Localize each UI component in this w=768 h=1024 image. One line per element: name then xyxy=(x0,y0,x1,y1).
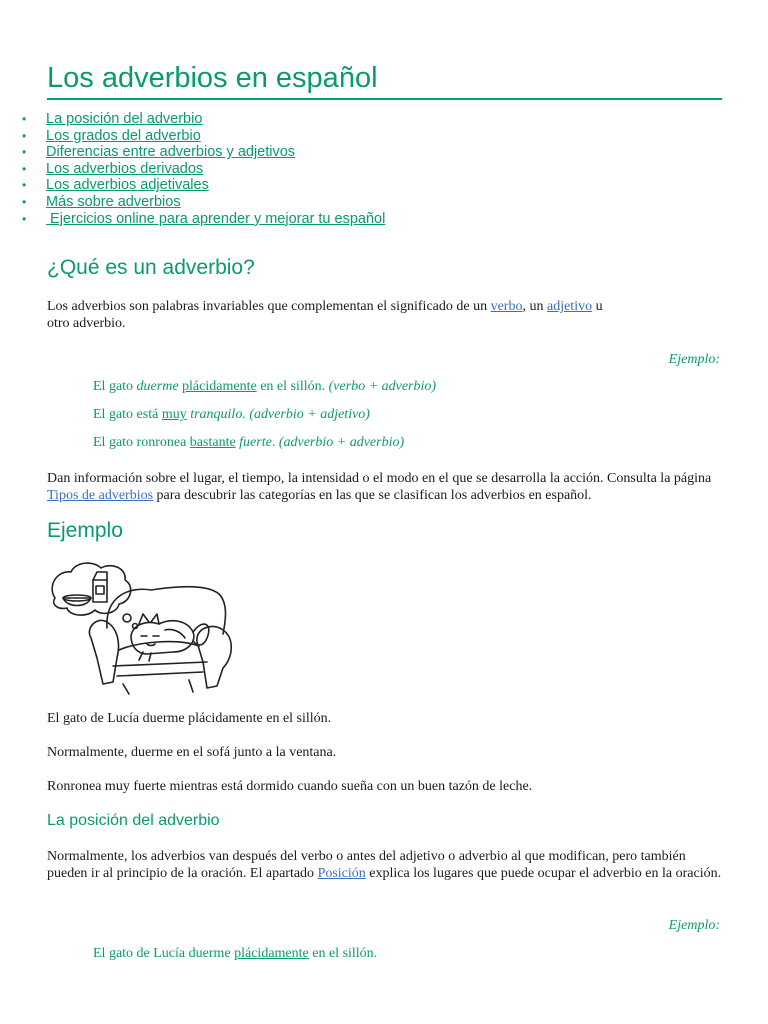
posicion-text: explica los lugares que puede ocupar el adverbio en la oración. xyxy=(365,866,722,881)
example-story-line-2: Normalmente, duerme en el sofá junto a la ventana. xyxy=(47,745,337,760)
posicion-paragraph xyxy=(47,848,722,882)
example-adverb: plácidamente xyxy=(234,946,309,961)
example-pattern: (adverbio + adjetivo) xyxy=(249,407,370,422)
example-pattern: (adverbio + adverbio) xyxy=(278,435,405,450)
link-tipos-de-adverbios[interactable]: Tipos de adverbios xyxy=(47,488,154,503)
toc-link-mas[interactable]: Más sobre adverbios xyxy=(46,193,181,210)
example-verb: duerme xyxy=(136,379,179,394)
example-story-line-3: Ronronea muy fuerte mientras está dormido cuando sueña con un buen tazón de leche. xyxy=(47,779,533,794)
toc-item xyxy=(46,111,385,128)
intro-text: otro adverbio. xyxy=(47,316,126,331)
toc-item xyxy=(46,211,385,228)
toc-item xyxy=(46,161,385,178)
link-adjetivo[interactable]: adjetivo xyxy=(546,299,593,314)
example-text: en el sillón. xyxy=(256,379,329,394)
toc-link-diferencias[interactable]: Diferencias entre adverbios y adjetivos xyxy=(46,144,296,161)
example-line-1 xyxy=(93,379,436,395)
example-line-posicion xyxy=(93,946,377,962)
toc-link-grados[interactable]: Los grados del adverbio xyxy=(46,127,201,144)
intro-text: u xyxy=(592,299,603,314)
example-story-line-1: El gato de Lucía duerme plácidamente en el sillón. xyxy=(47,711,332,726)
example-label-2: Ejemplo: xyxy=(668,918,720,933)
example-adverb-2: fuerte xyxy=(239,435,272,450)
section-heading-ejemplo: Ejemplo xyxy=(47,519,123,542)
example-adverb: muy xyxy=(161,407,187,422)
toc-item xyxy=(46,128,385,145)
example-text: en el sillón. xyxy=(308,946,378,961)
example-adverb: plácidamente xyxy=(182,379,257,394)
example-line-2 xyxy=(93,407,370,423)
link-verbo[interactable]: verbo xyxy=(490,299,523,314)
example-pattern: (verbo + adverbio) xyxy=(328,379,437,394)
sleeping-cat-illustration xyxy=(47,558,243,696)
page-title: Los adverbios en español xyxy=(47,60,722,100)
info-paragraph xyxy=(47,470,722,504)
example-text: . xyxy=(271,435,279,450)
example-adverb: bastante xyxy=(189,435,236,450)
toc-link-posicion[interactable]: La posición del adverbio xyxy=(46,111,203,127)
example-adjective: tranquilo xyxy=(190,407,243,422)
intro-paragraph xyxy=(47,298,722,332)
toc-item xyxy=(46,177,385,194)
example-text: El gato está xyxy=(93,407,162,422)
example-line-3 xyxy=(93,435,404,451)
toc-item xyxy=(46,194,385,211)
section-heading-posicion: La posición del adverbio xyxy=(47,812,220,829)
toc-link-derivados[interactable]: Los adverbios derivados xyxy=(46,160,204,177)
example-text: . xyxy=(242,407,250,422)
section-heading-que-es: ¿Qué es un adverbio? xyxy=(47,256,255,279)
table-of-contents xyxy=(46,111,385,227)
example-text: El gato xyxy=(93,379,137,394)
info-text: para descubrir las categorías en las que se clasifican los adverbios en español. xyxy=(153,488,592,503)
example-text: El gato ronronea xyxy=(93,435,190,450)
example-label: Ejemplo: xyxy=(668,352,720,367)
link-posicion[interactable]: Posición xyxy=(317,866,366,881)
toc-link-ejercicios[interactable]: Ejercicios online para aprender y mejorar tu español xyxy=(46,210,386,227)
intro-text: Los adverbios son palabras invariables que complementan el significado de un xyxy=(47,299,491,314)
toc-item xyxy=(46,144,385,161)
intro-text: , un xyxy=(522,299,547,314)
example-text: El gato de Lucía duerme xyxy=(93,946,235,961)
posicion-text: Normalmente, los adverbios van después del verbo o antes del adjetivo o adverbio al que modifican, pero también pueden ir al principio de la oración. El apartado xyxy=(47,849,686,881)
info-text: Dan información sobre el lugar, el tiempo, la intensidad o el modo en el que se desarrolla la acción. Consulta la página xyxy=(47,471,712,486)
toc-link-adjetivales[interactable]: Los adverbios adjetivales xyxy=(46,177,209,194)
